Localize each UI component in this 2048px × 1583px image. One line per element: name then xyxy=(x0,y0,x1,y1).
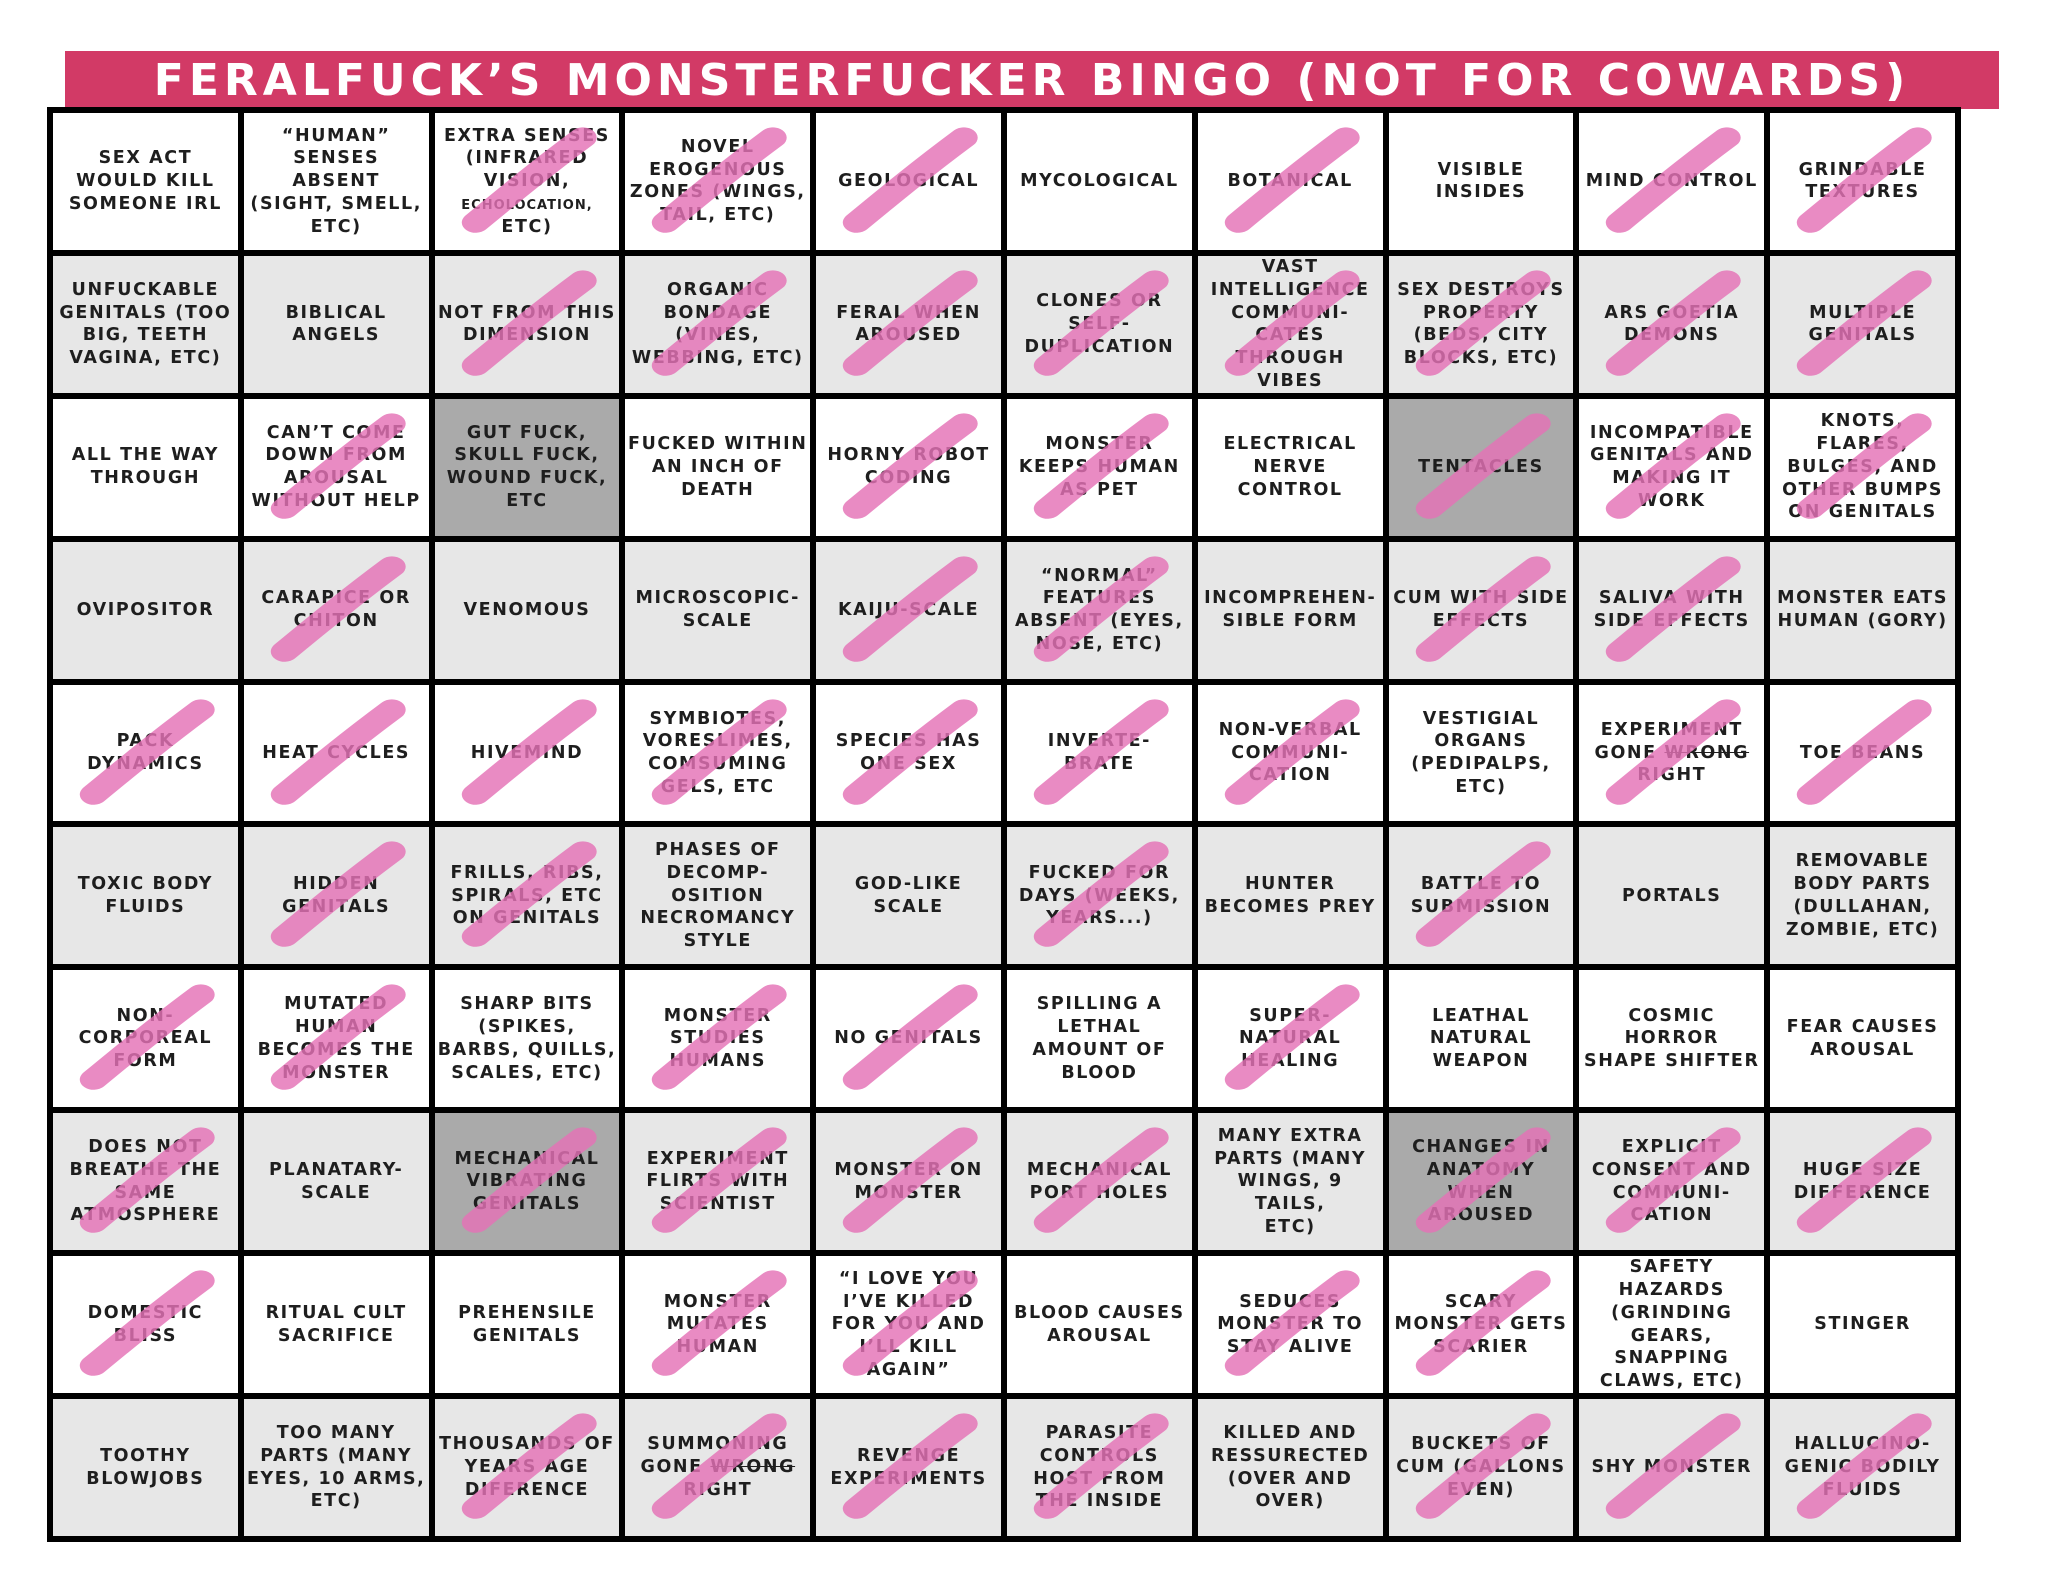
bingo-board xyxy=(47,107,1961,1542)
bingo-cell-label: KILLED AND RESSURECTED (OVER AND OVER) xyxy=(1211,1423,1370,1512)
bingo-cell[interactable] xyxy=(53,970,238,1107)
bingo-cell-label: DOMESTIC BLISS xyxy=(87,1302,204,1346)
bingo-cell-label: VENOMOUS xyxy=(463,599,591,620)
bingo-cell[interactable] xyxy=(1198,685,1383,822)
bingo-cell[interactable] xyxy=(244,1399,429,1536)
bingo-cell[interactable] xyxy=(816,1399,1001,1536)
bingo-cell[interactable] xyxy=(53,256,238,393)
bingo-cell-label: HIDDEN GENITALS xyxy=(282,874,391,917)
bingo-cell-label: MECHANICAL PORT HOLES xyxy=(1026,1159,1172,1203)
bingo-cell-label: RITUAL CULT SACRIFICE xyxy=(265,1302,407,1346)
bingo-cell[interactable] xyxy=(1579,1256,1764,1393)
bingo-cell[interactable] xyxy=(1579,542,1764,679)
bingo-cell-label: BOTANICAL xyxy=(1227,171,1353,192)
bingo-cell-label: COSMIC HORROR SHAPE SHIFTER xyxy=(1584,1005,1760,1072)
bingo-cell[interactable] xyxy=(435,113,620,250)
bingo-cell[interactable] xyxy=(1198,970,1383,1107)
bingo-cell-label: SEX DESTROYS PROPERTY (BEDS, CITY BLOCKS, ETC) xyxy=(1397,279,1565,369)
bingo-cell[interactable] xyxy=(1198,542,1383,679)
bingo-cell[interactable] xyxy=(244,1113,429,1250)
bingo-cell-label: EXTRA SENSES (INFRARED VISION, ECHOLOCATION, ETC) xyxy=(443,125,611,237)
bingo-cell[interactable] xyxy=(625,827,810,964)
bingo-cell[interactable] xyxy=(625,1256,810,1393)
bingo-cell[interactable] xyxy=(53,113,238,250)
bingo-cell-label: CHANGES IN ANATOMY WHEN AROUSED xyxy=(1412,1137,1550,1226)
bingo-cell[interactable] xyxy=(435,1399,620,1536)
bingo-cell-label: VESTIGIAL ORGANS (PEDIPALPS, ETC) xyxy=(1411,708,1551,797)
bingo-cell-label: NOVEL EROGENOUS ZONES (WINGS, TAIL, ETC) xyxy=(629,136,806,226)
bingo-cell[interactable] xyxy=(1579,685,1764,822)
bingo-cell[interactable] xyxy=(1389,1113,1574,1250)
bingo-cell-label: BIBLICAL ANGELS xyxy=(285,302,387,346)
bingo-cell[interactable] xyxy=(1579,827,1764,964)
bingo-cell-label: ELECTRICAL NERVE CONTROL xyxy=(1223,434,1357,500)
bingo-cell-label: MONSTER EATS HUMAN (GORY) xyxy=(1777,588,1949,632)
bingo-cell-label: SEX ACT WOULD KILL SOMEONE IRL xyxy=(68,148,222,214)
bingo-cell-label: PACK DYNAMICS xyxy=(87,731,204,775)
bingo-cell-label: TOXIC BODY FLUIDS xyxy=(77,874,214,917)
bingo-cell-label: ORGANIC BONDAGE (VINES, WEBBING, ETC) xyxy=(631,279,804,369)
bingo-cell-label: SYMBIOTES, VORESLIMES, COMSUMING GELS, ETC xyxy=(642,708,793,797)
bingo-cell[interactable] xyxy=(244,113,429,250)
bingo-cell[interactable] xyxy=(53,542,238,679)
bingo-cell-label: MYCOLOGICAL xyxy=(1020,171,1179,192)
bingo-cell[interactable] xyxy=(816,970,1001,1107)
bingo-cell[interactable] xyxy=(435,1113,620,1250)
bingo-cell-label: TOOTHY BLOWJOBS xyxy=(86,1445,205,1489)
bingo-title: FERALFUCK’S MONSTERFUCKER BINGO (NOT FOR COWARDS) xyxy=(65,51,1999,109)
bingo-cell-label: LEATHAL NATURAL WEAPON xyxy=(1429,1005,1533,1072)
bingo-cell-label: PLANATARY- SCALE xyxy=(269,1159,404,1203)
bingo-cell[interactable] xyxy=(1198,827,1383,964)
bingo-cell-label: HEAT CYCLES xyxy=(262,742,411,763)
bingo-cell-label: SHY MONSTER xyxy=(1591,1457,1753,1478)
bingo-cell[interactable] xyxy=(1007,970,1192,1107)
bingo-cell[interactable] xyxy=(625,1399,810,1536)
bingo-cell[interactable] xyxy=(1579,399,1764,536)
bingo-cell[interactable] xyxy=(1389,1256,1574,1393)
bingo-cell-label: THOUSANDS OF YEARS AGE DIFERENCE xyxy=(439,1434,615,1500)
bingo-cell[interactable] xyxy=(435,399,620,536)
bingo-cell[interactable] xyxy=(435,256,620,393)
bingo-cell-label: NON- CORPOREAL FORM xyxy=(78,1005,213,1072)
bingo-cell[interactable] xyxy=(53,1399,238,1536)
bingo-cell[interactable] xyxy=(1007,256,1192,393)
bingo-cell[interactable] xyxy=(625,113,810,250)
bingo-cell-label: MONSTER STUDIES HUMANS xyxy=(663,1005,772,1072)
bingo-cell[interactable] xyxy=(816,827,1001,964)
bingo-cell-label: MUTATED HUMAN BECOMES THE MONSTER xyxy=(257,994,415,1083)
bingo-cell-label: SUMMONING GONE WRONG RIGHT xyxy=(640,1434,796,1500)
bingo-cell-label: ALL THE WAY THROUGH xyxy=(71,445,220,489)
bingo-cell-label: “HUMAN” SENSES ABSENT (SIGHT, SMELL, ETC) xyxy=(250,125,423,237)
bingo-cell[interactable] xyxy=(53,399,238,536)
bingo-cell[interactable] xyxy=(1389,827,1574,964)
bingo-cell[interactable] xyxy=(1389,399,1574,536)
bingo-cell-label: TENTACLES xyxy=(1418,456,1544,477)
bingo-cell-label: DOES NOT BREATHE THE SAME ATMOSPHERE xyxy=(69,1137,222,1226)
bingo-cell[interactable] xyxy=(435,542,620,679)
bingo-cell-label: INCOMPREHEN- SIBLE FORM xyxy=(1204,588,1377,632)
bingo-cell[interactable] xyxy=(1389,1399,1574,1536)
bingo-cell-label: NON-VERBAL COMMUNI- CATION xyxy=(1218,719,1362,786)
bingo-cell[interactable] xyxy=(1579,1399,1764,1536)
bingo-cell-label: HUGE SIZE DIFFERENCE xyxy=(1793,1159,1932,1203)
bingo-cell[interactable] xyxy=(244,542,429,679)
bingo-cell[interactable] xyxy=(1198,1399,1383,1536)
bingo-cell[interactable] xyxy=(1770,685,1955,822)
bingo-cell-label: MONSTER ON MONSTER xyxy=(834,1159,983,1203)
bingo-cell-label: PREHENSILE GENITALS xyxy=(458,1302,596,1346)
bingo-cell[interactable] xyxy=(1389,542,1574,679)
bingo-cell[interactable] xyxy=(1579,1113,1764,1250)
bingo-cell-label: MIND CONTROL xyxy=(1585,171,1758,192)
bingo-cell-label: TOO MANY PARTS (MANY EYES, 10 ARMS, ETC) xyxy=(246,1423,426,1512)
bingo-cell[interactable] xyxy=(625,399,810,536)
bingo-cell[interactable] xyxy=(816,1113,1001,1250)
bingo-cell-label: VISIBLE INSIDES xyxy=(1435,159,1527,203)
bingo-cell-label: OVIPOSITOR xyxy=(76,599,215,620)
bingo-cell[interactable] xyxy=(435,827,620,964)
bingo-cell-label: MECHANICAL VIBRATING GENITALS xyxy=(454,1148,600,1215)
bingo-cell[interactable] xyxy=(53,685,238,822)
bingo-cell[interactable] xyxy=(1770,1113,1955,1250)
bingo-cell[interactable] xyxy=(53,1113,238,1250)
bingo-cell-label: EXPERIMENT FLIRTS WITH SCIENTIST xyxy=(646,1148,790,1215)
bingo-cell-label: INCOMPATIBLE GENITALS AND MAKING IT WORK xyxy=(1589,422,1754,511)
bingo-cell[interactable] xyxy=(1007,827,1192,964)
bingo-cell-label: FERAL WHEN AROUSED xyxy=(836,302,981,346)
bingo-cell-label: MULTIPLE GENITALS xyxy=(1808,302,1917,346)
bingo-cell[interactable] xyxy=(816,542,1001,679)
bingo-cell[interactable] xyxy=(1007,685,1192,822)
bingo-cell[interactable] xyxy=(816,399,1001,536)
bingo-cell[interactable] xyxy=(625,970,810,1107)
bingo-cell-label: CAN’T COME DOWN FROM AROUSAL WITHOUT HELP xyxy=(251,422,421,511)
bingo-cell[interactable] xyxy=(244,256,429,393)
bingo-cell-label: SUPER- NATURAL HEALING xyxy=(1239,1005,1342,1072)
bingo-cell-label: “I LOVE YOU I’VE KILLED FOR YOU AND I’LL KILL AGAIN” xyxy=(831,1268,986,1380)
bingo-cell[interactable] xyxy=(53,1256,238,1393)
bingo-cell-label: GOD-LIKE SCALE xyxy=(854,874,963,917)
bingo-cell[interactable] xyxy=(1389,113,1574,250)
bingo-cell[interactable] xyxy=(1770,113,1955,250)
bingo-cell[interactable] xyxy=(816,1256,1001,1393)
bingo-cell[interactable] xyxy=(1198,113,1383,250)
bingo-cell-label: KNOTS, FLARES, BULGES, AND OTHER BUMPS ON GENITALS xyxy=(1782,411,1944,523)
bingo-cell[interactable] xyxy=(1770,970,1955,1107)
bingo-cell[interactable] xyxy=(816,256,1001,393)
bingo-cell[interactable] xyxy=(1389,685,1574,822)
bingo-cell[interactable] xyxy=(1770,1399,1955,1536)
bingo-cell-label: NO GENITALS xyxy=(834,1028,983,1049)
bingo-cell[interactable] xyxy=(1579,970,1764,1107)
bingo-cell[interactable] xyxy=(1007,1113,1192,1250)
bingo-cell[interactable] xyxy=(1007,399,1192,536)
bingo-cell-label: STINGER xyxy=(1814,1314,1911,1335)
bingo-cell-label: HALLUCINO- GENIC BODILY FLUIDS xyxy=(1784,1434,1941,1500)
bingo-cell-label: PORTALS xyxy=(1622,885,1722,906)
bingo-cell[interactable] xyxy=(1198,1256,1383,1393)
bingo-cell[interactable] xyxy=(1198,256,1383,393)
bingo-cell[interactable] xyxy=(244,827,429,964)
bingo-cell[interactable] xyxy=(816,113,1001,250)
bingo-cell-label: SPECIES HAS ONE SEX xyxy=(835,731,982,775)
bingo-cell-label: CUM WITH SIDE EFFECTS xyxy=(1393,588,1569,632)
bingo-cell[interactable] xyxy=(1007,1399,1192,1536)
bingo-cell-label: MICROSCOPIC- SCALE xyxy=(635,588,801,632)
bingo-cell-label: EXPERIMENT GONE WRONG RIGHT xyxy=(1594,719,1750,786)
bingo-cell[interactable] xyxy=(1389,970,1574,1107)
bingo-cell-label: GEOLOGICAL xyxy=(838,171,980,192)
bingo-cell[interactable] xyxy=(1770,542,1955,679)
bingo-cell-label: CARAPICE OR CHITON xyxy=(261,588,411,632)
bingo-cell[interactable] xyxy=(625,685,810,822)
bingo-cell[interactable] xyxy=(435,1256,620,1393)
bingo-cell[interactable] xyxy=(435,685,620,822)
bingo-cell-label: HIVEMIND xyxy=(470,742,584,763)
bingo-cell-label: TOE BEANS xyxy=(1799,742,1926,763)
bingo-cell[interactable] xyxy=(1389,256,1574,393)
bingo-cell[interactable] xyxy=(53,827,238,964)
bingo-cell[interactable] xyxy=(1770,827,1955,964)
bingo-cell-label: SEDUCES MONSTER TO STAY ALIVE xyxy=(1217,1291,1364,1358)
bingo-cell-label: MANY EXTRA PARTS (MANY WINGS, 9 TAILS, ETC) xyxy=(1214,1125,1367,1237)
bingo-cell-label: GUT FUCK, SKULL FUCK, WOUND FUCK, ETC xyxy=(446,422,608,511)
bingo-cell[interactable] xyxy=(625,1113,810,1250)
bingo-cell-label: CLONES OR SELF- DUPLICATION xyxy=(1024,291,1175,357)
bingo-cell-label: VAST INTELLIGENCE COMMUNI- CATES THROUGH VIBES xyxy=(1210,257,1370,391)
bingo-cell[interactable] xyxy=(1770,256,1955,393)
bingo-cell-label: FRILLS, RIBS, SPIRALS, ETC ON GENITALS xyxy=(450,862,604,929)
bingo-cell[interactable] xyxy=(1770,399,1955,536)
bingo-cell[interactable] xyxy=(1770,1256,1955,1393)
bingo-cell-label: UNFUCKABLE GENITALS (TOO BIG, TEETH VAGINA, ETC) xyxy=(59,279,232,369)
bingo-cell-label: SHARP BITS (SPIKES, BARBS, QUILLS, SCALES, ETC) xyxy=(437,994,617,1083)
bingo-cell[interactable] xyxy=(1198,1113,1383,1250)
bingo-cell-label: HUNTER BECOMES PREY xyxy=(1204,874,1376,917)
bingo-cell[interactable] xyxy=(1007,113,1192,250)
bingo-cell[interactable] xyxy=(816,685,1001,822)
bingo-cell-label: MONSTER KEEPS HUMAN AS PET xyxy=(1018,434,1180,500)
bingo-cell-label: EXPLICIT CONSENT AND COMMUNI- CATION xyxy=(1591,1137,1752,1226)
bingo-cell[interactable] xyxy=(625,256,810,393)
bingo-cell-label: PARASITE CONTROLS HOST FROM THE INSIDE xyxy=(1033,1423,1166,1512)
bingo-cell-label: FUCKED WITHIN AN INCH OF DEATH xyxy=(628,434,808,500)
bingo-cell-label: “NORMAL” FEATURES ABSENT (EYES, NOSE, ETC) xyxy=(1015,565,1184,654)
bingo-cell[interactable] xyxy=(1198,399,1383,536)
bingo-cell[interactable] xyxy=(244,685,429,822)
bingo-cell-label: REVENGE EXPERIMENTS xyxy=(830,1445,987,1489)
bingo-cell[interactable] xyxy=(1007,1256,1192,1393)
bingo-cell-label: KAIJU-SCALE xyxy=(837,599,980,620)
bingo-cell[interactable] xyxy=(1007,542,1192,679)
bingo-cell-label: HORNY ROBOT CODING xyxy=(827,445,990,489)
bingo-cell[interactable] xyxy=(1579,113,1764,250)
bingo-cell[interactable] xyxy=(244,1256,429,1393)
bingo-cell-label: BUCKETS OF CUM (GALLONS EVEN) xyxy=(1396,1434,1566,1500)
bingo-cell-label: SALIVA WITH SIDE EFFECTS xyxy=(1593,588,1750,632)
bingo-cell-label: GRINDABLE TEXTURES xyxy=(1798,159,1927,203)
bingo-cell-label: FEAR CAUSES AROUSAL xyxy=(1786,1017,1939,1060)
bingo-cell-label: BATTLE TO SUBMISSION xyxy=(1410,874,1552,917)
bingo-cell-label: NOT FROM THIS DIMENSION xyxy=(438,302,616,346)
bingo-cell[interactable] xyxy=(1579,256,1764,393)
bingo-cell-label: REMOVABLE BODY PARTS (DULLAHAN, ZOMBIE, ETC) xyxy=(1785,851,1940,940)
bingo-cell[interactable] xyxy=(244,970,429,1107)
bingo-cell-label: SCARY MONSTER GETS SCARIER xyxy=(1394,1291,1568,1358)
bingo-cell-label: SPILLING A LETHAL AMOUNT OF BLOOD xyxy=(1032,994,1167,1083)
bingo-cell-label: INVERTE- BRATE xyxy=(1047,731,1152,775)
bingo-cell-label: SAFETY HAZARDS (GRINDING GEARS, SNAPPING CLAWS, ETC) xyxy=(1599,1257,1744,1392)
bingo-cell-label: FUCKED FOR DAYS (WEEKS, YEARS...) xyxy=(1018,862,1180,929)
bingo-cell[interactable] xyxy=(435,970,620,1107)
bingo-cell[interactable] xyxy=(625,542,810,679)
bingo-cell-label: ARS GOETIA DEMONS xyxy=(1604,302,1740,346)
bingo-cell[interactable] xyxy=(244,399,429,536)
bingo-cell-label: BLOOD CAUSES AROUSAL xyxy=(1014,1302,1185,1346)
bingo-cell-label: MONSTER MUTATES HUMAN xyxy=(663,1291,772,1358)
bingo-cell-label: PHASES OF DECOMP- OSITION NECROMANCY STYLE xyxy=(640,840,796,952)
